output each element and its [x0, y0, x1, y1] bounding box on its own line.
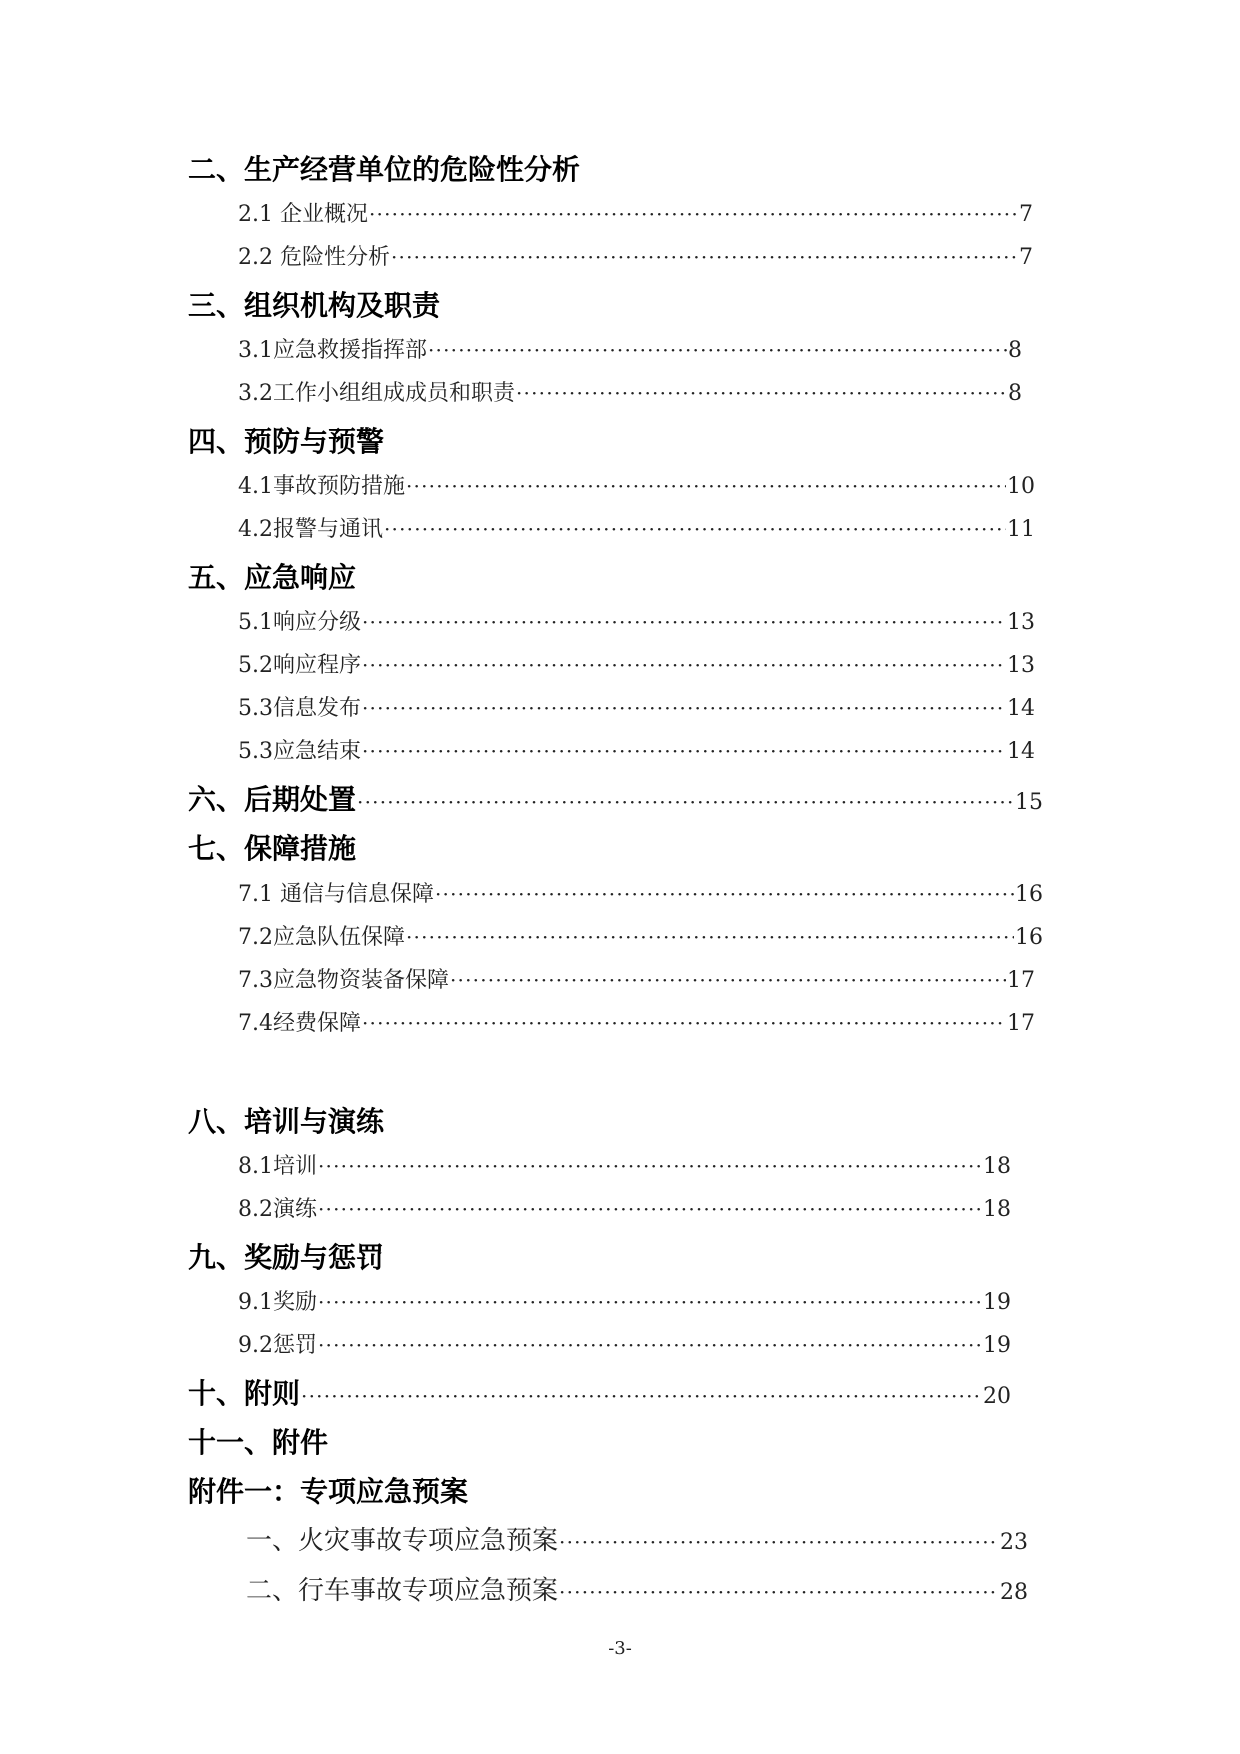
dot-leader [406, 474, 1006, 498]
toc-entry-label: 9.1奖励 [238, 1290, 317, 1315]
toc-heading[interactable] [188, 778, 1043, 818]
toc-heading[interactable] [188, 420, 384, 460]
toc-entry[interactable] [246, 1570, 1028, 1610]
toc-entry-label: 2.2 危险性分析 [238, 245, 390, 270]
toc-page-number: 13 [1007, 653, 1035, 678]
toc-entry-label: 5.3应急结束 [238, 739, 361, 764]
toc-page-number: 23 [1000, 1530, 1028, 1555]
dot-leader [362, 739, 1006, 763]
toc-page-number: 7 [1019, 245, 1033, 270]
toc-page-number: 8 [1008, 338, 1022, 363]
dot-leader [384, 517, 1006, 541]
toc-entry[interactable] [238, 1006, 1035, 1046]
dot-leader [559, 1580, 999, 1604]
toc-entry[interactable] [238, 197, 1033, 237]
toc-heading-label: 四、预防与预警 [188, 425, 385, 458]
dot-leader [318, 1333, 982, 1357]
toc-heading[interactable] [188, 1421, 328, 1461]
dot-leader [362, 653, 1006, 677]
toc-heading-label: 六、后期处置 [188, 783, 357, 816]
dot-leader [318, 1197, 982, 1221]
toc-entry-label: 7.2应急队伍保障 [238, 925, 405, 950]
toc-entry[interactable] [238, 691, 1035, 731]
toc-heading-label: 三、组织机构及职责 [188, 289, 441, 322]
toc-entry[interactable] [238, 920, 1043, 960]
toc-heading-label: 九、奖励与惩罚 [188, 1241, 385, 1274]
toc-page-number: 19 [983, 1290, 1011, 1315]
toc-page-number: 14 [1007, 739, 1035, 764]
toc-page-number: 7 [1019, 202, 1033, 227]
dot-leader [301, 1384, 982, 1408]
toc-page-number: 8 [1008, 381, 1022, 406]
toc-heading[interactable] [188, 1372, 1011, 1412]
dot-leader [450, 968, 1006, 992]
toc-entry-label: 9.2惩罚 [238, 1333, 317, 1358]
dot-leader [559, 1530, 999, 1554]
toc-entry-label: 2.1 企业概况 [238, 202, 368, 227]
dot-leader [369, 202, 1018, 226]
dot-leader [516, 381, 1007, 405]
toc-entry[interactable] [238, 1192, 1011, 1232]
dot-leader [391, 245, 1018, 269]
toc-entry[interactable] [246, 1520, 1028, 1560]
toc-page-number: 10 [1007, 474, 1035, 499]
toc-entry-label: 8.2演练 [238, 1197, 317, 1222]
toc-page-number: 14 [1007, 696, 1035, 721]
toc-entry[interactable] [238, 1149, 1011, 1189]
toc-entry[interactable] [238, 1285, 1011, 1325]
toc-entry[interactable] [238, 376, 1022, 416]
toc-entry-label: 5.1响应分级 [238, 610, 361, 635]
toc-entry[interactable] [238, 240, 1033, 280]
toc-entry-label: 7.1 通信与信息保障 [238, 882, 434, 907]
dot-leader [406, 925, 1014, 949]
dot-leader [428, 338, 1007, 362]
toc-heading[interactable] [188, 556, 356, 596]
toc-page-number: 17 [1007, 1011, 1035, 1036]
dot-leader [318, 1154, 982, 1178]
toc-entry-label: 7.3应急物资装备保障 [238, 968, 449, 993]
toc-heading-label: 八、培训与演练 [188, 1105, 385, 1138]
toc-entry[interactable] [238, 469, 1035, 509]
toc-page-number: 28 [1000, 1580, 1028, 1605]
toc-entry[interactable] [238, 734, 1035, 774]
toc-page-number: 17 [1007, 968, 1035, 993]
toc-entry[interactable] [238, 333, 1022, 373]
dot-leader [362, 1011, 1006, 1035]
toc-heading[interactable] [188, 284, 440, 324]
dot-leader [357, 790, 1014, 814]
toc-page-number: 11 [1007, 517, 1035, 542]
toc-entry-label: 4.2报警与通讯 [238, 517, 383, 542]
dot-leader [362, 696, 1006, 720]
toc-entry-label: 5.3信息发布 [238, 696, 361, 721]
toc-entry-label: 5.2响应程序 [238, 653, 361, 678]
toc-page-number: 13 [1007, 610, 1035, 635]
toc-entry-label: 4.1事故预防措施 [238, 474, 405, 499]
toc-page-number: 18 [983, 1154, 1011, 1179]
toc-heading[interactable] [188, 1236, 384, 1276]
toc-entry-label: 3.1应急救援指挥部 [238, 338, 427, 363]
toc-entry[interactable] [238, 605, 1035, 645]
dot-leader [362, 610, 1006, 634]
toc-entry-label: 8.1培训 [238, 1154, 317, 1179]
dot-leader [318, 1290, 982, 1314]
toc-page-number: 19 [983, 1333, 1011, 1358]
toc-entry[interactable] [238, 648, 1035, 688]
toc-heading[interactable] [188, 1470, 468, 1510]
toc-entry[interactable] [238, 877, 1043, 917]
toc-heading-label: 五、应急响应 [188, 561, 357, 594]
toc-page-number: 16 [1015, 925, 1043, 950]
toc-entry[interactable] [238, 1328, 1011, 1368]
toc-entry-label: 7.4经费保障 [238, 1011, 361, 1036]
toc-heading[interactable] [188, 1100, 384, 1140]
toc-heading-label: 二、生产经营单位的危险性分析 [188, 153, 581, 186]
toc-heading-label: 附件一：专项应急预案 [188, 1475, 469, 1508]
toc-page-number: 20 [983, 1384, 1011, 1409]
toc-heading-label: 十、附则 [188, 1377, 301, 1410]
toc-entry[interactable] [238, 963, 1035, 1003]
toc-entry[interactable] [238, 512, 1035, 552]
page-number-footer: -3- [608, 1638, 632, 1659]
toc-page-number: 18 [983, 1197, 1011, 1222]
toc-entry-label: 3.2工作小组组成成员和职责 [238, 381, 515, 406]
toc-heading[interactable] [188, 148, 580, 188]
toc-page-number: 16 [1015, 882, 1043, 907]
toc-page-number: 15 [1015, 790, 1043, 815]
toc-heading-label: 十一、附件 [188, 1426, 329, 1459]
toc-heading[interactable] [188, 827, 356, 867]
toc-heading-label: 七、保障措施 [188, 832, 357, 865]
toc-entry-label: 一、火灾事故专项应急预案 [246, 1526, 559, 1556]
dot-leader [435, 882, 1014, 906]
toc-entry-label: 二、行车事故专项应急预案 [246, 1576, 559, 1606]
